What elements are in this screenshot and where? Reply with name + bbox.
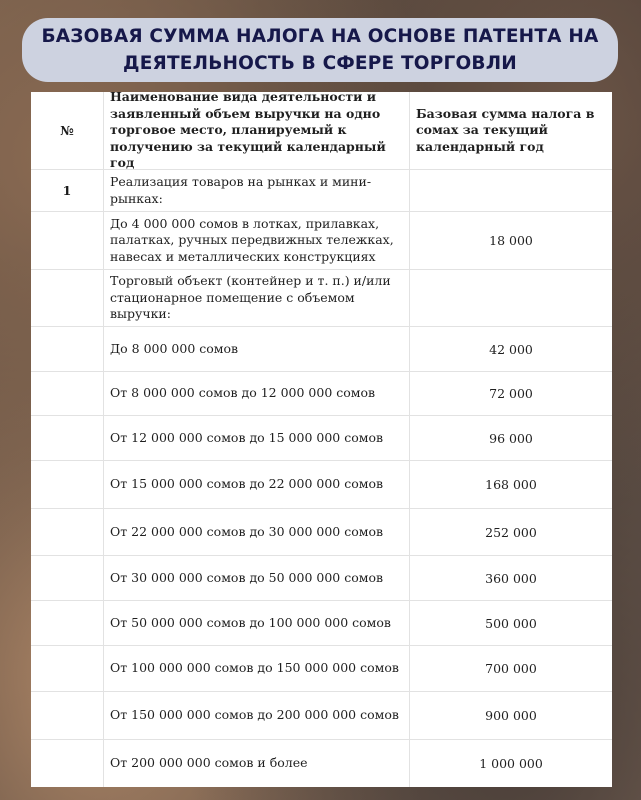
row-number: 1 <box>31 170 104 211</box>
table-row <box>31 327 612 372</box>
table-row <box>31 509 612 556</box>
row-activity: От 8 000 000 сомов до 12 000 000 сомов <box>104 372 410 415</box>
table-row <box>31 170 612 212</box>
row-activity: До 4 000 000 сомов в лотках, прилавках, палатках, ручных передвижных тележках, навесах и металлических конструкциях <box>104 212 410 269</box>
row-number <box>31 740 104 787</box>
row-number <box>31 509 104 555</box>
row-activity: Реализация товаров на рынках и мини-рынках: <box>104 170 410 211</box>
table-row <box>31 692 612 740</box>
table-row <box>31 416 612 461</box>
row-activity: От 12 000 000 сомов до 15 000 000 сомов <box>104 416 410 460</box>
table-row <box>31 372 612 416</box>
row-amount <box>410 170 612 211</box>
row-amount: 18 000 <box>489 233 533 248</box>
title-banner <box>22 18 618 82</box>
header-number: № <box>31 92 104 169</box>
title-line-1: БАЗОВАЯ СУММА НАЛОГА НА ОСНОВЕ ПАТЕНТА НА <box>41 26 599 47</box>
row-amount: 252 000 <box>485 524 537 540</box>
row-number <box>31 270 104 326</box>
table-row <box>31 212 612 270</box>
row-amount <box>410 270 612 326</box>
row-number <box>31 461 104 508</box>
row-activity: От 15 000 000 сомов до 22 000 000 сомов <box>104 461 410 508</box>
row-activity: До 8 000 000 сомов <box>104 327 410 371</box>
row-activity: От 100 000 000 сомов до 150 000 000 сомов <box>104 646 410 691</box>
row-amount: 500 000 <box>485 615 537 631</box>
row-amount: 900 000 <box>485 708 537 723</box>
table-row <box>31 646 612 692</box>
row-amount: 42 000 <box>489 341 533 357</box>
row-activity: От 200 000 000 сомов и более <box>104 740 410 787</box>
row-number <box>31 601 104 645</box>
row-number <box>31 556 104 600</box>
header-activity: Наименование вида деятельности и заявленный объем выручки на одно торговое место, планируемый к получению за текущий календарный год <box>104 92 410 169</box>
row-number <box>31 327 104 371</box>
table-header-row <box>31 89 612 171</box>
row-activity: Торговый объект (контейнер и т. п.) и/или стационарное помещение с объемом выручки: <box>104 270 410 326</box>
table-row <box>31 601 612 646</box>
table-row <box>31 270 612 327</box>
row-activity: От 30 000 000 сомов до 50 000 000 сомов <box>104 556 410 600</box>
tax-table <box>31 89 612 787</box>
row-activity: От 150 000 000 сомов до 200 000 000 сомов <box>104 692 410 739</box>
table-row <box>31 461 612 509</box>
row-number <box>31 212 104 269</box>
row-amount: 168 000 <box>485 477 537 492</box>
row-amount: 1 000 000 <box>479 756 543 771</box>
row-number <box>31 646 104 691</box>
row-amount: 360 000 <box>485 570 537 586</box>
row-activity: От 22 000 000 сомов до 30 000 000 сомов <box>104 509 410 555</box>
row-amount: 96 000 <box>489 430 533 446</box>
row-number <box>31 692 104 739</box>
table-row <box>31 556 612 601</box>
row-number <box>31 416 104 460</box>
row-number <box>31 372 104 415</box>
table-row <box>31 740 612 787</box>
header-amount: Базовая сумма налога в сомах за текущий календарный год <box>416 105 595 154</box>
row-activity: От 50 000 000 сомов до 100 000 000 сомов <box>104 601 410 645</box>
row-amount: 72 000 <box>489 386 533 401</box>
row-amount: 700 000 <box>485 661 537 676</box>
title-line-2: ДЕЯТЕЛЬНОСТЬ В СФЕРЕ ТОРГОВЛИ <box>123 53 517 74</box>
